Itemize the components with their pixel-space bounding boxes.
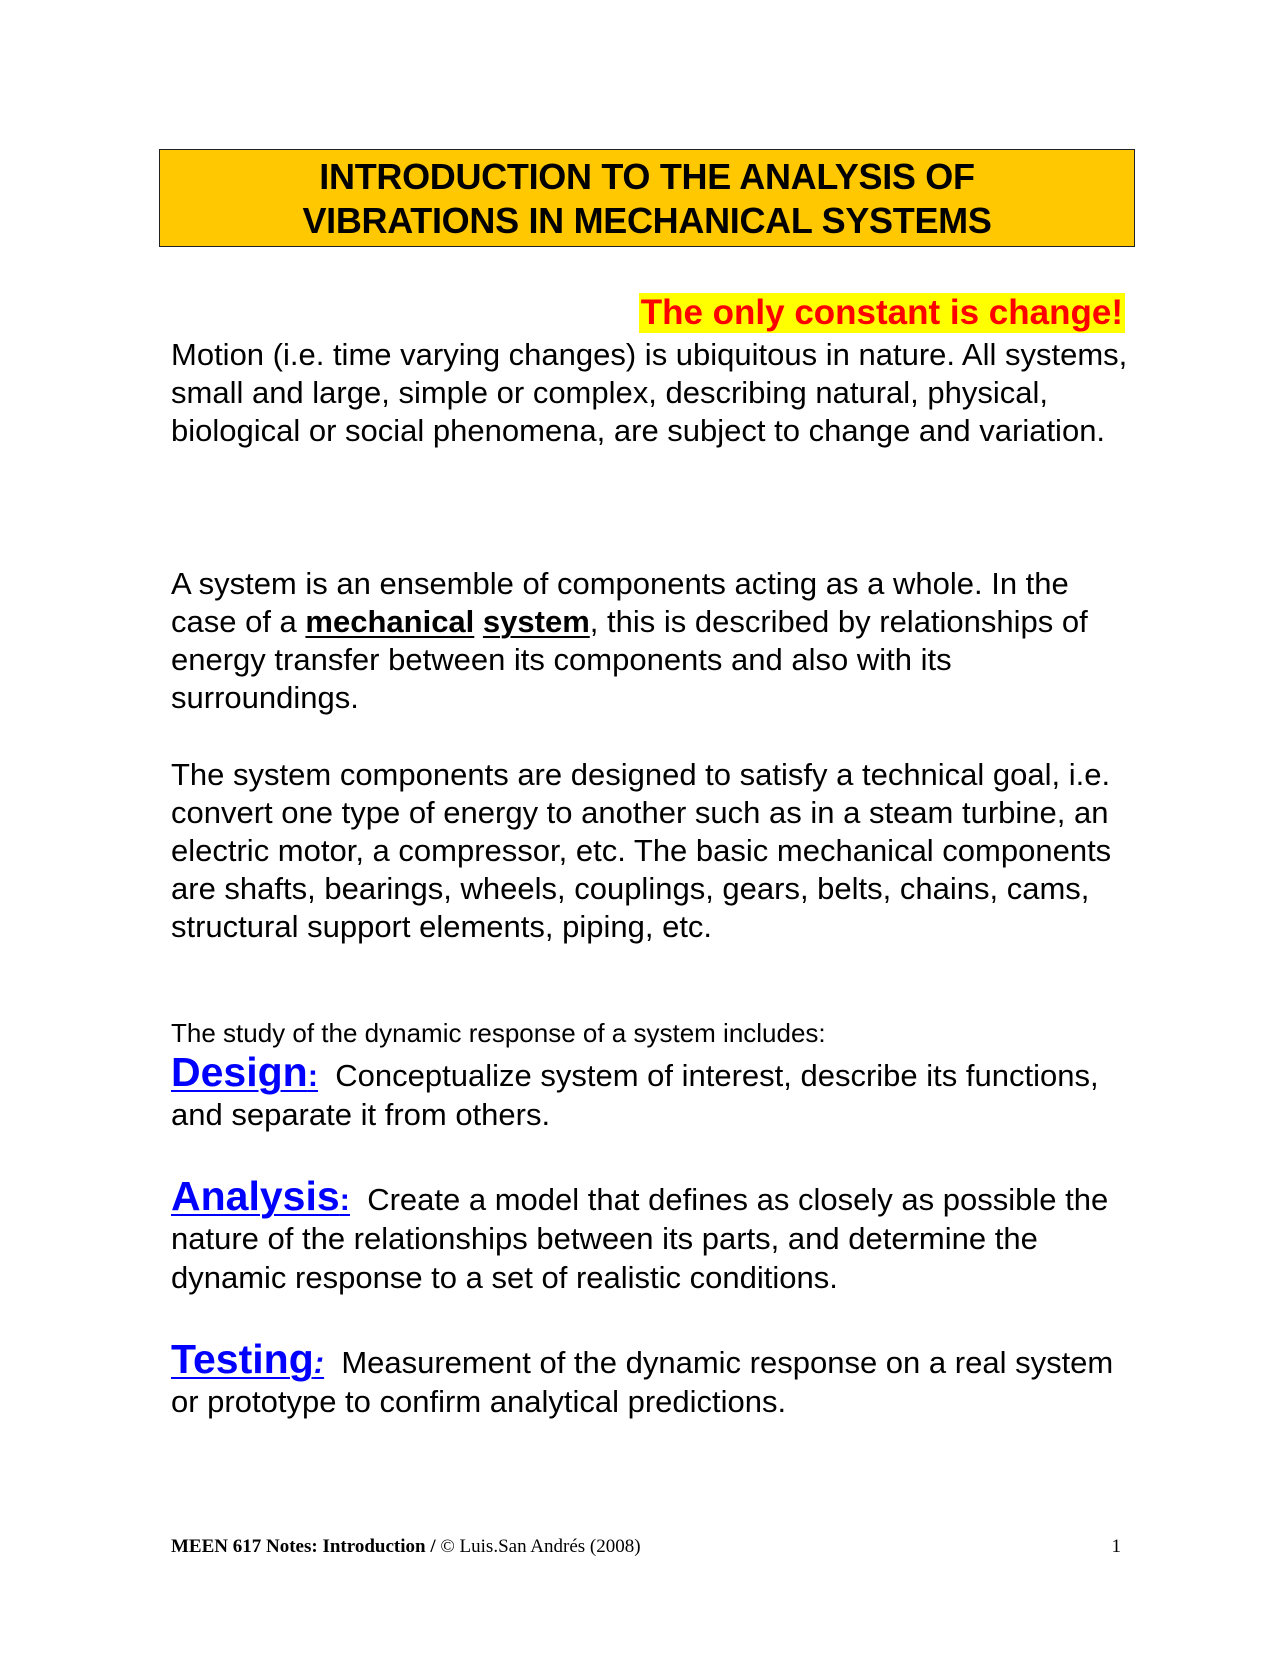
title-line-2: VIBRATIONS IN MECHANICAL SYSTEMS: [302, 200, 992, 241]
testing-item: [171, 1336, 1141, 1421]
testing-term: [171, 1336, 324, 1382]
motto-highlight: The only constant is change!: [640, 293, 1123, 332]
paragraph-motion: Motion (i.e. time varying changes) is ubiquitous in nature. All systems, small and large, simple or complex, describing natural, physical, biological or social phenomena, are subject to change and variation.: [171, 337, 1128, 448]
analysis-item: [171, 1173, 1141, 1297]
paragraph-system: [171, 565, 1141, 717]
footer-author: © Luis.San Andrés (2008): [435, 1536, 641, 1557]
testing-description: Measurement of the dynamic response on a real system or prototype to confirm analytical predictions.: [171, 1345, 1114, 1419]
title-line-1: INTRODUCTION TO THE ANALYSIS OF: [319, 156, 975, 197]
page-footer: [171, 1535, 1121, 1559]
design-term-colon: :: [307, 1058, 319, 1093]
paragraph-system-before: A system is an ensemble of components acting as a whole. In the case of a: [171, 566, 1069, 639]
paragraph-system-after: , this is described by relationships of energy transfer between its components and also with its surroundings.: [171, 604, 1088, 715]
testing-term-label: Testing: [171, 1336, 314, 1382]
paragraph-components: The system components are designed to satisfy a technical goal, i.e. convert one type of energy to another such as in a steam turbine, an electric motor, a compressor, etc. The basic mechanical components are shafts, bearings, wheels, couplings, gears, belts, chains, cams, structural support elements, piping, etc.: [171, 757, 1112, 944]
footer-course: MEEN 617 Notes: Introduction /: [171, 1536, 436, 1557]
design-item: [171, 1049, 1141, 1134]
testing-term-colon: :: [313, 1345, 325, 1380]
design-term-label: Design: [171, 1049, 308, 1095]
analysis-term-label: Analysis: [171, 1173, 340, 1219]
study-intro: The study of the dynamic response of a system includes:: [171, 1018, 826, 1048]
page-number: 1: [1111, 1536, 1121, 1557]
document-title-box: [159, 149, 1135, 247]
analysis-term-colon: :: [339, 1182, 350, 1217]
design-term: [171, 1049, 318, 1095]
analysis-term: [171, 1173, 350, 1219]
design-description: Conceptualize system of interest, describe its functions, and separate it from others.: [171, 1058, 1099, 1132]
emphasis-system: system: [482, 604, 590, 639]
analysis-description: Create a model that defines as closely as possible the nature of the relationships between its parts, and determine the dynamic response to a set of realistic conditions.: [171, 1182, 1109, 1295]
emphasis-mechanical: mechanical: [305, 604, 475, 639]
